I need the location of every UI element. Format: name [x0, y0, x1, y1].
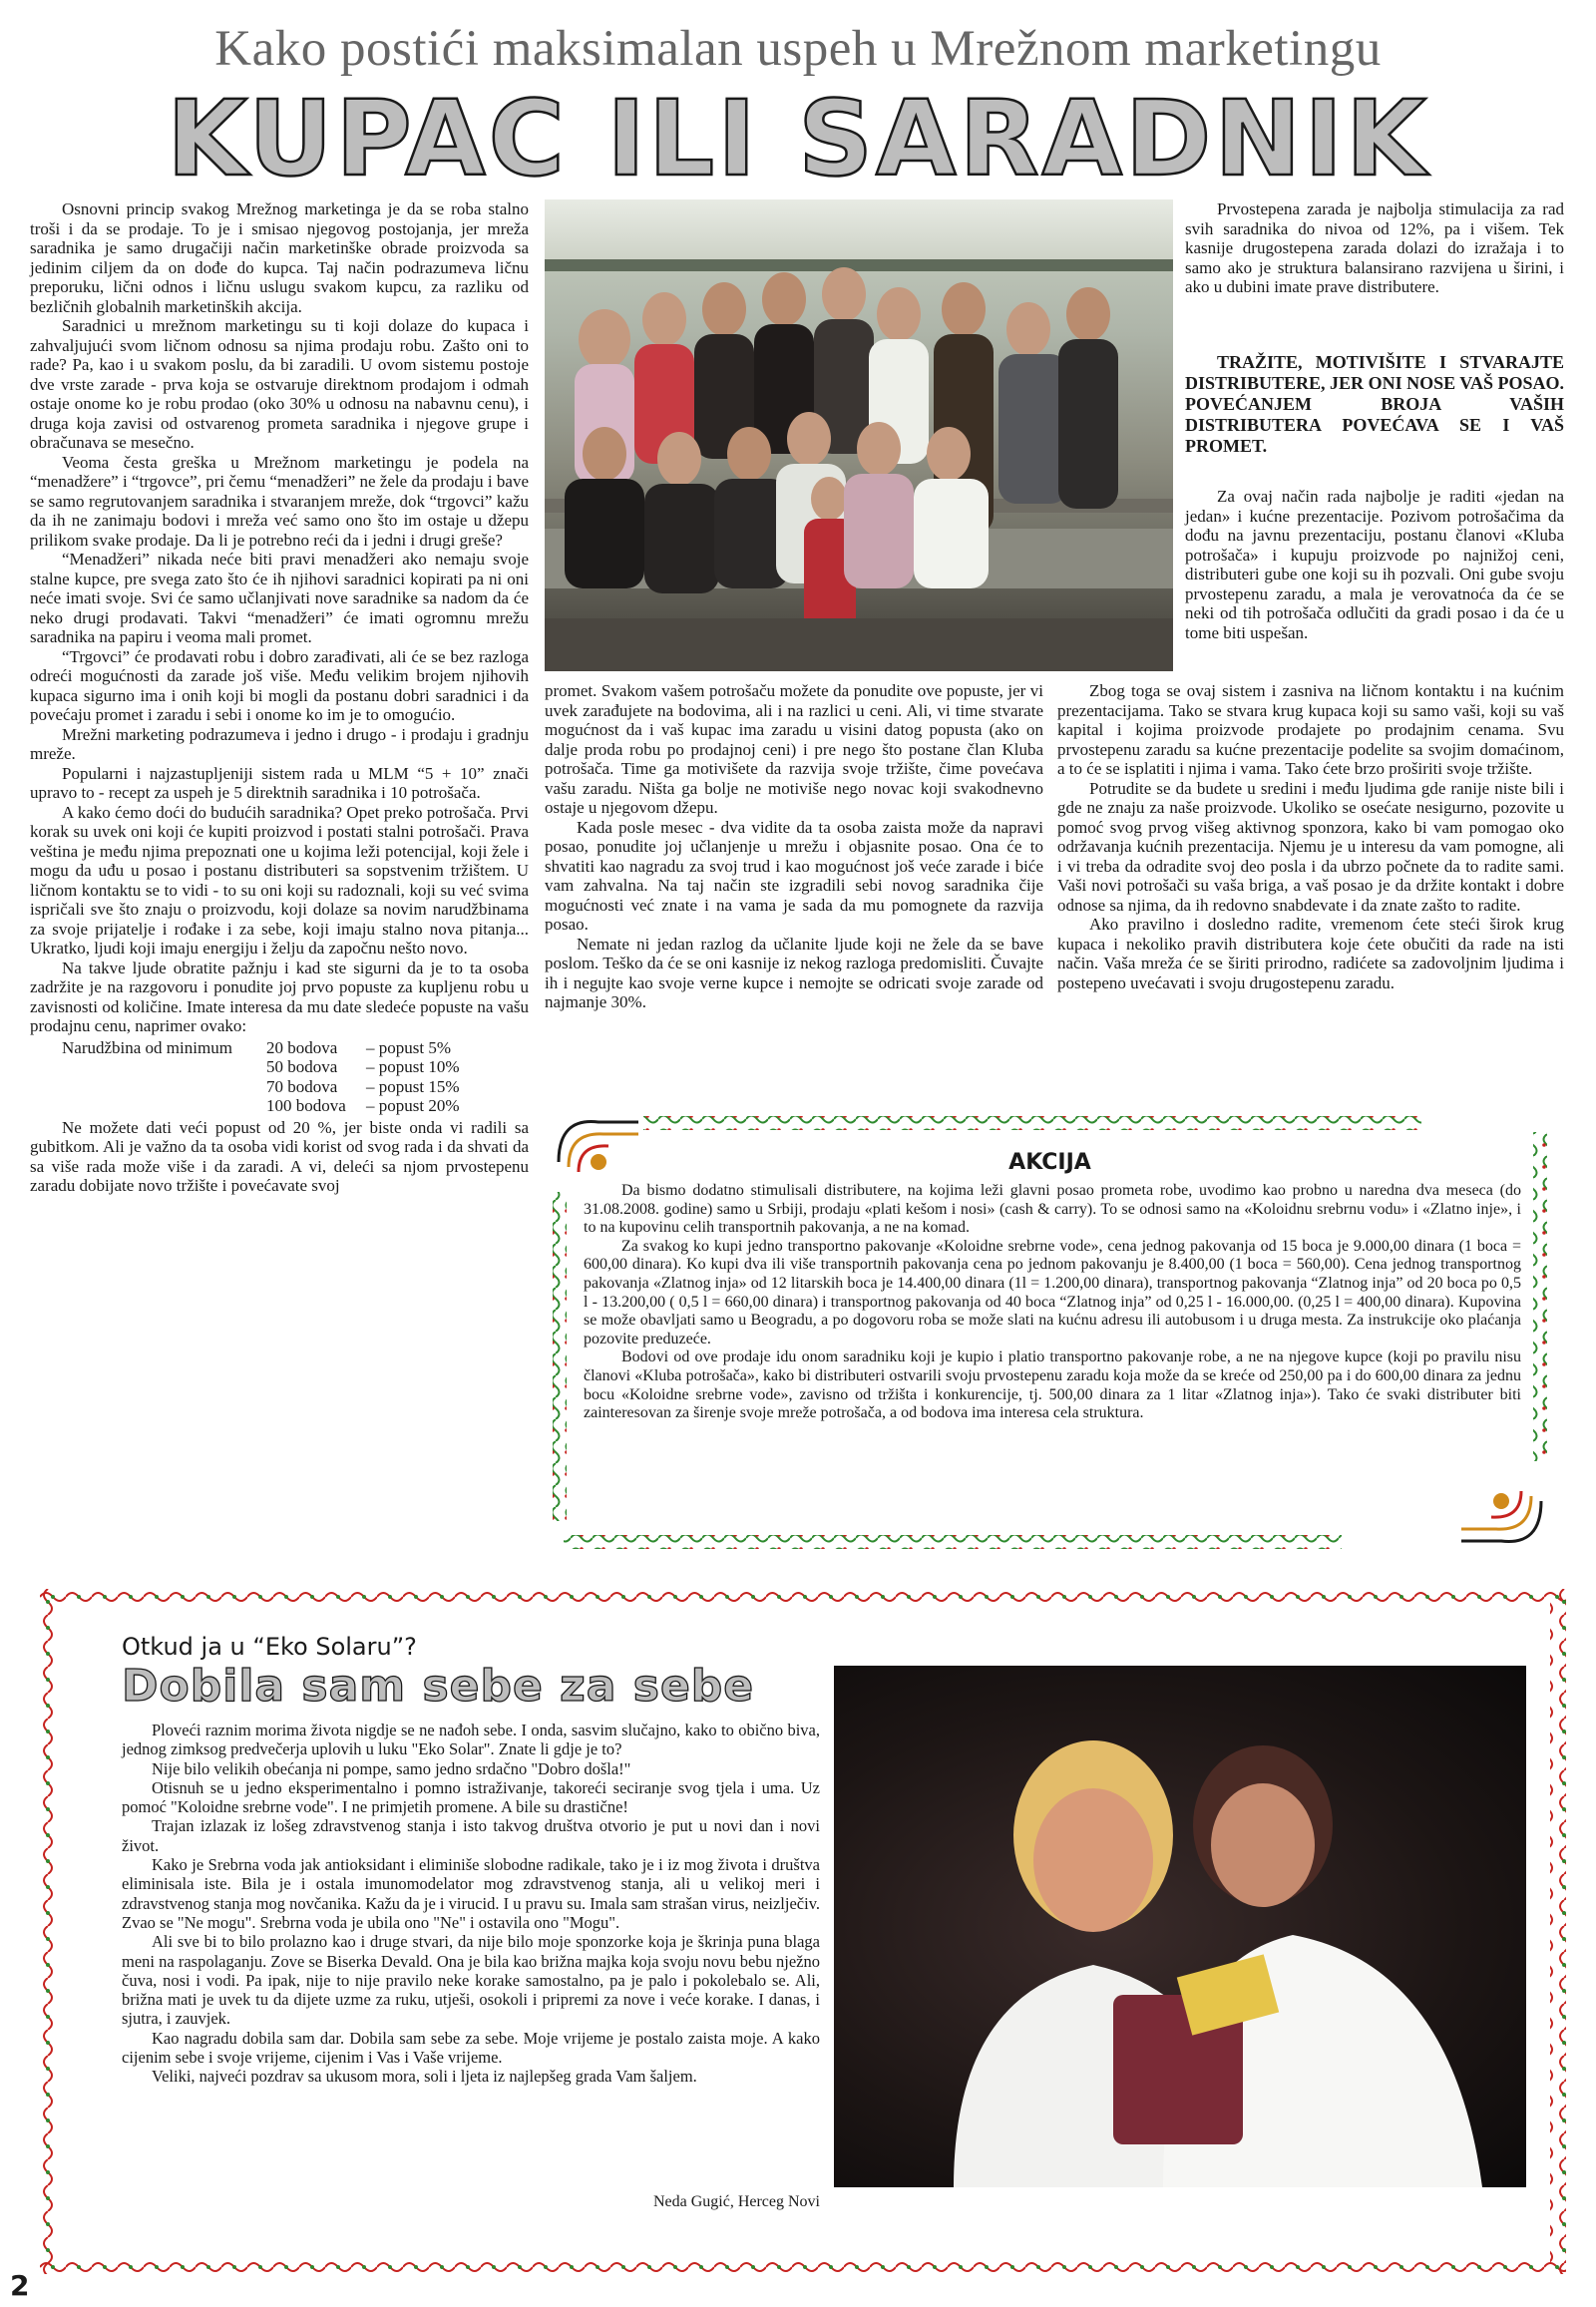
story-paragraph: Kako je Srebrna voda jak antioksidant i eliminiše slobodne radikale, tako je i iz mog života i društva eliminisala iste. Bila je i ostala imunomodelator mog zdravstvenog stanja, ali u velikoj meri i zdravstvenog stanja mog novčanika. Kažu da je i virucid. I u pravu su. Imala sam strašan virus, neizlječiv. Zvao se "Ne mogu". Srebrna voda je ubila ono "Ne" i ostavila ono "Mogu". [122, 1855, 820, 1932]
right-paragraph: Zbog toga se ovaj sistem i zasniva na ličnom kontaktu i na kućnim prezentacijama. Tako se stvara krug kupaca koji su samo vaši, koji su vaš kapital i kojima proizvode prodajete po prodajnim cenama. Svu prvostepenu zaradu sa kućne prezentacije podelite sa svojim domaćinom, a to će se isplatiti i njima i vama. Tako ćete brzo proširiti svoje tržište. [1057, 681, 1564, 778]
right-paragraph: Ako pravilno i dosledno radite, vremenom ćete steći širok krug kupaca i nekoliko pravih distributera koje ćete obučiti da rade na isti način. Vaša mreža će se širiti prirodno, radićete sa zadovoljnim ljudima i postepeno uvećavati i svoju drugostepenu zaradu. [1057, 915, 1564, 992]
left-paragraph: Veoma česta greška u Mrežnom marketingu je podela na “menadžere” i “trgovce”, pri čemu “menadžeri” ne žele da prodaju i bave se samo regrutovanjem saradnika i stvaranjem mreže, dok “trgovci” kažu da ih ne zanimaju bodovi i mreža već samo ono što im ostaje u džepu prilikom svake prodaje. Da li je potrebno reći da i jedni i drugi greše? [30, 452, 529, 550]
akcija-paragraph: Bodovi od ove prodaje idu onom saradniku koji je kupio i platio transportno pakovanje robe, a ne na njegove kupce (koji po pravilu nisu članovi «Kluba potrošača», kako bi distributeri ostvarili svoju prvostepenu zaradu koja može da se kreće od 250,00 pa i do 600,00 dinara za jednu bocu «Koloidne srebrne vode», zavisno od tržišta i konkurencije, tj. 500,00 dinara za 1 litar «Zlatnog inja»). Tako će svaki distributer biti zainteresovan za širenje svoje mreže potrošača, a od bodova ima interesa cela struktura. [584, 1348, 1521, 1422]
discount-label [62, 1057, 266, 1077]
right-column-wide [1057, 681, 1564, 992]
discount-row: 100 bodova – popust 20% [62, 1096, 529, 1116]
right-paragraph: Za ovaj način rada najbolje je raditi «jedan na jedan» i kućne prezentacije. Pozivom potrošačima da dođu na javnu prezentaciju, postanu članovi «Kluba potrošača» i kupuju proizvode po najnižoj ceni, distributeri gube one koji su ih pozvali. Oni gube svoju prvostepenu zaradu, a mala je verovatnoća da će se neki od tih potrošača odlučiti da gradi posao i da će u tome biti uspešan. [1185, 487, 1564, 642]
story-paragraph: Nije bilo velikih obećanja ni pompe, samo jedno srdačno "Dobro došla!" [152, 1758, 631, 1778]
left-paragraph: Popularni i najzastupljeniji sistem rada u MLM “5 + 10” znači upravo to - recept za uspeh je 5 direktnih saradnika i 10 potrošača. [30, 763, 529, 802]
left-paragraph: Na takve ljude obratite pažnju i kad ste sigurni da je to ta osoba zadržite je na razgovoru i ponudite joj prvo popuste za kupljenu robu u zavisnosti od količine. Imate interesa da mu date sledeće popuste na vašu prodajnu cenu, naprimer ovako: [30, 958, 529, 1035]
akcija-text [584, 1182, 1521, 1423]
group-photo-figures [545, 199, 1173, 671]
story-paragraph: Otisnuh se u jedno eksperimentalno i pomno istraživanje, takoreći seciranje svog tjela i uma. Uz pomoć "Koloidne srebrne vode". I ne primjetih promene. A bile su drastične! [122, 1777, 820, 1817]
akcija-paragraph: Za svakog ko kupi jedno transportno pakovanje «Koloidne srebrne vode», cena jednog pakovanja od 15 boca je 9.000,00 dinara (1 boca = 600,00 dinara). Ko kupi dva ili više transportnih pakovanja cena po jednom pakovanju je 8.400,00 (1 boca = 560,00). Cena jednog transportnog pakovanja «Zlatnog inja» od 12 litarskih boca je 14.400,00 dinara (1l = 1.200,00 dinara), transportnog pakovanja “Zlatnog inja” od 20 boca po 0,5 l - 13.200,00 ( 0,5 l = 660,00 dinara) i transportnog pakovanja od 40 boca “Zlatnog inja” od 0,25 l - 16.000,00. (0,25 l = 400,00 dinara). Kupovina se može obavljati samo u Beogradu, a po dogovoru roba se može slati na kućnu adresu ili autobusom i u druga mesta. Za instrukcije oko plaćanja pozovite preduzeće. [584, 1237, 1521, 1347]
middle-paragraph: Nemate ni jedan razlog da učlanite ljude koji ne žele da se bave poslom. Teško da će se oni kasnije iz nekog razloga predomisliti. Čuvajte ih i negujte kao svoje verne kupce i nemojte se odricati svoje zarade od najmanje 30%. [545, 934, 1043, 1011]
akcija-paragraph: Da bismo dodatno stimulisali distributere, na kojima leži glavni posao prometa robe, uvodimo kao probno u naredna dva meseca (do 31.08.2008. godine) samo u Srbiji, prodaju «plati kešom i nosi» (cash & carry). To se odnosi samo na «Koloidnu srebrnu vodu» i «Zlatno inje», i to na kupovinu celih transportnih pakovanja, a ne na komad. [584, 1182, 1521, 1237]
discount-label [62, 1077, 266, 1097]
discount-points: 20 bodova [266, 1037, 338, 1057]
discount-points: 50 bodova [266, 1057, 338, 1076]
story-paragraph: Ploveći raznim morima života nigdje se ne nađoh sebe. I onda, sasvim slučajno, kako to obično biva, jednog zimksog predvečerja uplovih u luku "Eko Solar". Znate li gdje je to? [122, 1721, 820, 1759]
discount-row: 70 bodova – popust 15% [62, 1077, 529, 1097]
middle-column [545, 681, 1043, 1012]
right-column-rest [1185, 487, 1564, 642]
left-paragraph: “Menadžeri” nikada neće biti pravi menadžeri ako nemaju svoje stalne kupce, pre svega zato što će ih njihovi saradnici kopirati pa ni oni neće imati svoje. Svi će samo učlanjivati nove saradnike sa nadom da će neko drugi prodavati. Takvi “menadžeri” će imati ogromnu mrežu saradnika na papiru i veoma mali promet. [30, 550, 529, 646]
right-subhead [1185, 352, 1564, 457]
left-paragraph: Saradnici u mrežnom marketingu su ti koji dolaze do kupaca i zahvaljujući svom ličnom odnosu sa njima prodaju robu. Zašto oni to rade? Pa, kao i u svakom poslu, da bi zaradili. U ovom sistemu postoje dve vrste zarade - prva koja se ostvaruje direktnom prodajom i odmah ostaje onome ko je robu prodao (oko 30% u odnosu na nabavnu cenu), i druga koja zavisi od ostvarenog prometa saradnika i njegove grupe i obračunava se mesečno. [30, 316, 529, 452]
middle-paragraph: Kada posle mesec - dva vidite da ta osoba zaista može da napravi posao, ponudite joj učlanjenje u mrežu i objasnite posao. Ona će to shvatiti kao nagradu za svoj trud i kao mogućnost još veće zarade i biće vam zahvalna. Na taj način ste izgradili sebi novog saradnika čije mogućnosti već znate i na vama je sada da mu pomognete da razvija posao. [545, 817, 1043, 934]
story-text [122, 1721, 820, 2087]
page-number: 2 [10, 2269, 30, 2302]
discount-label [62, 1096, 266, 1116]
kicker: Kako postići maksimalan uspeh u Mrežnom marketingu [214, 21, 1382, 77]
left-paragraph: Osnovni princip svakog Mrežnog marketinga je da se roba stalno troši i da se prodaje. To je i smisao njegovog postojanja, jer mreža saradnika je samo drugačiji način marketinške obrade proizvoda sa jedinim ciljem da on dođe do kupca. Taj način podrazumeva ličnu preporuku, lični odnos i ličnu uslugu svakom kupcu, za razliku od bezličnih globalnih marketinških akcija. [30, 199, 529, 316]
left-paragraph: Ne možete dati veći popust od 20 %, jer biste onda vi radili sa gubitkom. Ali je važno da ta osoba vidi korist od svog rada i da shvati da sa više rada može više i da zaradi. A vi, deleći sa njom prvostepenu zaradu dobijate novo tržište i povećavate svoj [30, 1117, 529, 1195]
left-paragraph: A kako ćemo doći do budućih saradnika? Opet preko potrošača. Prvi korak su uvek oni koji će kupiti proizvod i postati stalni potrošači. Prava veština je među njima prepoznati one u kojima leži potencijal, koji žele i mogu da uđu u posao i postanu distributeri sa sopstvenim tržištem. U ličnom kontaktu se to vidi - to su oni koji su radoznali, koji su već svima ispričali sve što znaju o proizvodu, koji dolaze sa novim narudžbinama za svoje prijatelje i rođake i za sebe, koji imaju stalno nova pitanja... Ukratko, ljudi koji imaju energiju i želju da započnu nešto novo. [30, 802, 529, 958]
corner-ornament-icon [1461, 1491, 1541, 1542]
headline: KUPAC ILI SARADNIK [167, 78, 1429, 199]
right-paragraph: Potrudite se da budete u sredini i među ljudima gde ranije niste bili i gde ne znaju za naše proizvode. Ukoliko se osećate nesigurno, pozovite u pomoć svog prvog višeg aktivnog sponzora, kako bi vam pomogao oko održavanja kućnih prezentacija. Njemu je u interesu da vam pomogne, ali i vi treba da odradite svoj deo posla i da ubrzo počnete da to radite sami. Vaši novi potrošači su vaša briga, a vaš posao je da držite kontakt i dobre odnose sa njima, da ih redovno snabdevate i da znate zašto to radite. [1057, 778, 1564, 915]
story-paragraph: Kao nagradu dobila sam dar. Dobila sam sebe za sebe. Moje vrijeme je postalo zaista moje. A kako cijenim sebe i svoje vrijeme, cijenim i Vas i Vaše vrijeme. [122, 2028, 820, 2068]
discount-value: popust 5% [378, 1037, 451, 1057]
discount-row: Narudžbina od minimum 20 bodova – popust 5% [62, 1037, 451, 1057]
middle-paragraph: promet. Svakom vašem potrošaču možete da ponudite ove popuste, jer vi uvek zarađujete na bodovima, ali i na razlici u ceni. Ali, vi time stvarate mogućnost da i vaš kupac ima zaradu u visini datog popusta (ako on dalje proda robu po prodajnoj ceni) i pre nego što postane član Kluba potrošača. Time ga motivišete da razvija svoje tržište, čime povećava vašu zaradu. Ništa ga bolje ne motiviše nego novac koji svakodnevno ostaje u njegovom džepu. [545, 681, 1043, 817]
akcija-title: AKCIJA [1008, 1150, 1091, 1175]
story-kicker: Otkud ja u “Eko Solaru”? [122, 1633, 417, 1661]
discount-points: 70 bodova [266, 1076, 338, 1096]
right-paragraph: Prvostepena zarada je najbolja stimulacija za rad svih saradnika do nivoa od 12%, pa i višem. Tek kasnije drugostepena zarada dolazi do izražaja i to samo ako je struktura balansirano razvijena u širini, i ako u dubini imate prave distributere. [1185, 199, 1564, 296]
story-paragraph: Ali sve bi to bilo prolazno kao i druge stvari, da nije bilo moje sponzorke koja je škrinja puna blaga meni na raspolaganju. Zove se Biserka Devald. Ona je bila kao brižna majka koja svoju novu bebu nježno čuva, nosi i vodi. Pa ipak, nije to nije pravilo neke korake samostalno, pa je palo i pokolebalo se. Ali, brižna mati je uvek tu da dijete uzme za ruku, utješi, osokoli i pripremi za nove i veće korake. I danas, i sjutra, i zauvjek. [122, 1932, 820, 2029]
subhead-text: TRAŽITE, MOTIVIŠITE I STVARAJTE DISTRIBUTERE, JER ONI NOSE VAŠ POSAO. POVEĆANJEM BROJA VAŠIH DISTRIBUTERA POVEĆAVA SE I VAŠ PROMET. [1185, 352, 1564, 456]
group-photo [545, 199, 1173, 671]
right-column-top [1185, 199, 1564, 297]
discount-row: 50 bodova – popust 10% [62, 1057, 529, 1077]
discount-value: popust 15% [378, 1076, 460, 1096]
left-paragraph: Mrežni marketing podrazumeva i jedno i drugo - i prodaju i gradnju mreže. [30, 724, 529, 763]
discount-value: popust 20% [378, 1096, 460, 1115]
left-column [30, 199, 529, 1196]
portrait-photo [834, 1666, 1526, 2187]
story-title: Dobila sam sebe za sebe [122, 1661, 755, 1712]
discount-table [30, 1038, 529, 1116]
left-paragraph: “Trgovci” će prodavati robu i dobro zarađivati, ali će se bez razloga odreći mogućnosti da zarade još više. Među velikim brojem njihovih kupaca sigurno ima i onih koji bi mogli da postanu dobri saradnici i da povećaju promet i zaradu i sebi i onome ko im je to omogućio. [30, 646, 529, 724]
story-author: Neda Gugić, Herceg Novi [652, 2193, 820, 2210]
portrait-photo-figures [834, 1666, 1526, 2187]
discount-value: popust 10% [378, 1057, 460, 1076]
story-paragraph: Veliki, najveći pozdrav sa ukusom mora, soli i ljeta iz najlepšeg grada Vam šaljem. [152, 2067, 697, 2087]
discount-label: Narudžbina od minimum [62, 1037, 232, 1057]
discount-points: 100 bodova [266, 1096, 346, 1115]
story-paragraph: Trajan izlazak iz lošeg zdravstvenog stanja i isto takvog društva otvorio je put u novi dan i novi život. [122, 1816, 820, 1855]
